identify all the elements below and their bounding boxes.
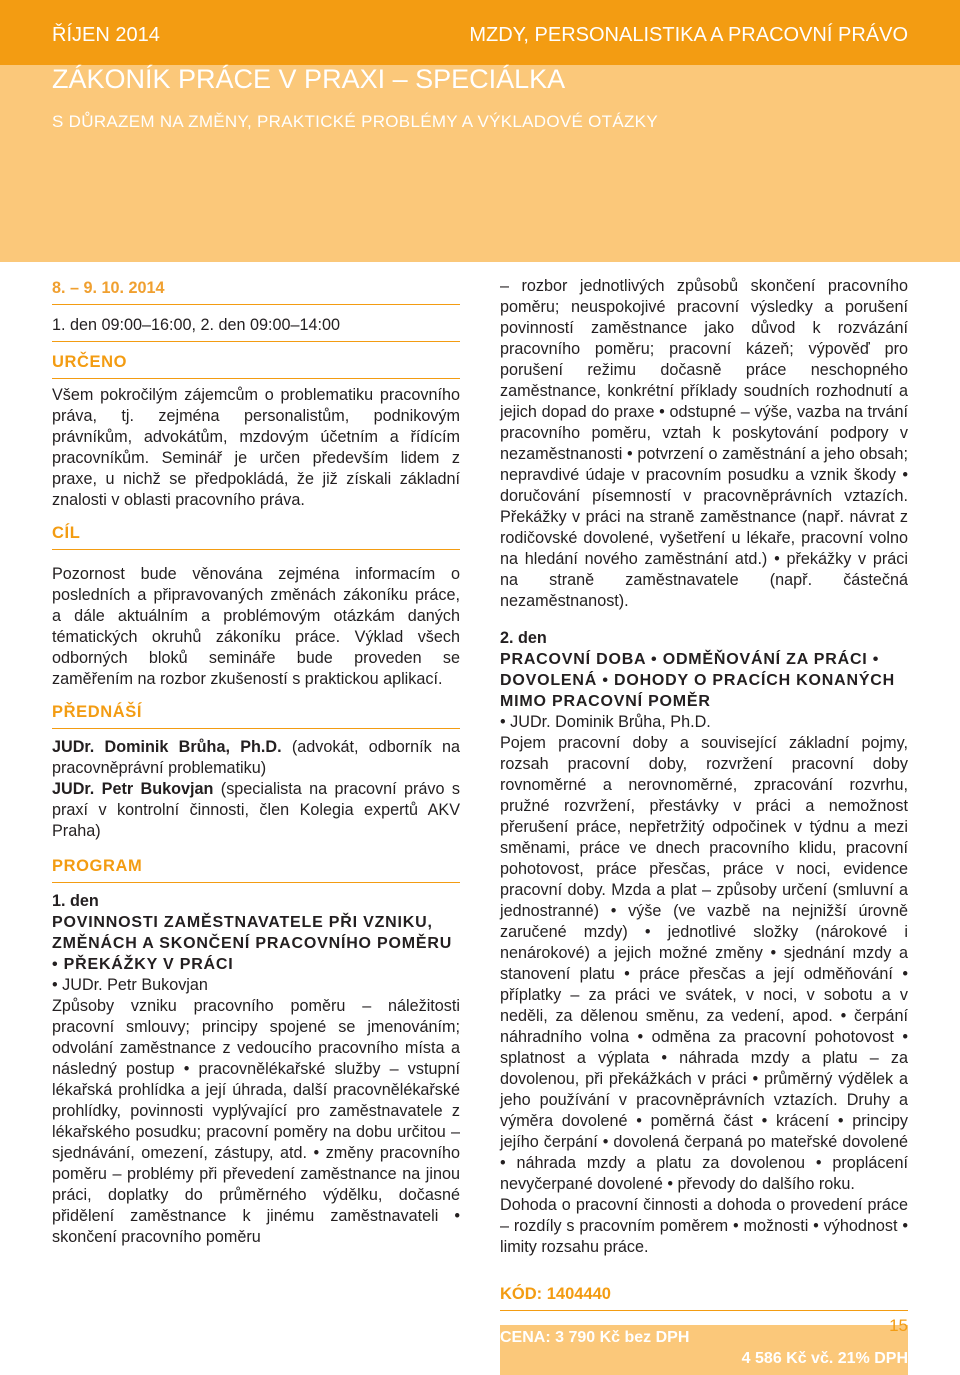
page-title: ZÁKONÍK PRÁCE V PRAXI – SPECIÁLKA xyxy=(52,64,566,94)
day-2-title: PRACOVNÍ DOBA • ODMĚŇOVÁNÍ ZA PRÁCI • DOVOLENÁ • DOHODY O PRACÍCH KONANÝCH MIMO PRACOVNÍ POMĚR xyxy=(500,651,896,710)
cil-text: Pozornost bude věnována zejména informacím o posledních a připravovaných změnách zákoníku práce, a dále aktuálním a problémovým otázkám daných tématických okruhů zákoníku práce. Výklad všech odborných bloků semináře bude proveden se zaměřením na rozbor zkušeností s praktickou aplikací. xyxy=(52,565,460,688)
lecturer-2 xyxy=(52,779,460,842)
day-1-text-continued: – rozbor jednotlivých způsobů skončení pracovního poměru; neuspokojivé pracovní výsledky a porušení povinností zaměstnance jako důvod k rozvázání pracovního poměru; pracovní kázeň; výpověď pro porušení režimu dočasně práce neschopného zaměstnance, konkrétní příklady soudních rozhodnutí a jejich dopad do praxe • odstupné – výše, vazba na trvání pracovního poměru, vztah k poskytování podpory v nezaměstnanosti • potvrzení o zaměstnání a jeho obsah; nepravdivé údaje v pracovním posudku a vznik škody • doručování písemností v pracovněprávních vztazích. Překážky v práci na straně zaměstnance (např. návrat z rodičovské dovolené, vyšetření u lékaře, pracovní volno na hledání nového zaměstnání atd.) • překážky v práci na straně zaměstnavatele (např. částečná nezaměstnanost). xyxy=(500,277,908,610)
price-with-vat: 4 586 Kč vč. 21% DPH xyxy=(741,1350,908,1367)
divider xyxy=(52,882,460,883)
day-2-label: 2. den xyxy=(500,629,547,647)
issue-month: ŘÍJEN 2014 xyxy=(52,24,160,46)
day-1-lecturer: • JUDr. Petr Bukovjan xyxy=(52,976,208,994)
divider xyxy=(52,378,460,379)
seminar-date: 8. – 9. 10. 2014 xyxy=(52,279,165,297)
price-without-vat: CENA: 3 790 Kč bez DPH xyxy=(500,1329,690,1346)
heading-cil: CÍL xyxy=(52,524,81,542)
right-column xyxy=(500,276,908,1375)
lecturer-1-name: JUDr. Dominik Brůha, Ph.D. xyxy=(52,738,282,756)
day-1-label: 1. den xyxy=(52,892,99,910)
divider xyxy=(52,549,460,550)
urceno-text: Všem pokročilým zájemcům o problematiku pracovního práva, tj. zejména personalistům, podnikovým právníkům, advokátům, mzdovým účetním a řídícím pracovníkům. Seminář je určen především lidem z praxe, u nichž se předpokládá, že již získali základní znalosti v oblasti pracovního práva. xyxy=(52,386,460,509)
day-1-title: POVINNOSTI ZAMĚSTNAVATELE PŘI VZNIKU, ZMĚNÁCH A SKONČENÍ PRACOVNÍHO POMĚRU • PŘEKÁŽKY V PRÁCI xyxy=(52,914,453,973)
lecturer-2-name: JUDr. Petr Bukovjan xyxy=(52,780,214,798)
left-column xyxy=(52,278,460,1248)
divider xyxy=(52,304,460,305)
day-2-lecturer: • JUDr. Dominik Brůha, Ph.D. xyxy=(500,713,711,731)
day-1-text: Způsoby vzniku pracovního poměru – náležitosti pracovní smlouvy; principy spojené se jmenováním; odvolání zaměstnance z vedoucího pracovního místa a následný postup • pracovnělékařské služby – vstupní lékařská prohlídka a její úhrada, další pracovnělékařské prohlídky, povinnosti vyplývající pro zaměstnavatele z lékařského posudku; pracovní poměry na dobu určitou – sjednávání, omezení, zástupy, atd. • změny pracovního poměru – problémy při převedení zaměstnance na jinou práci, doplatky do průměrného výdělku, dočasné přidělení zaměstnance k jinému zaměstnavateli • skončení pracovního poměru xyxy=(52,997,460,1246)
page-number: 15 xyxy=(889,1316,908,1335)
page-subtitle: S DŮRAZEM NA ZMĚNY, PRAKTICKÉ PROBLÉMY A VÝKLADOVÉ OTÁZKY xyxy=(52,112,658,131)
lecturer-1 xyxy=(52,737,460,779)
section-name: MZDY, PERSONALISTIKA A PRACOVNÍ PRÁVO xyxy=(469,24,908,46)
heading-program: PROGRAM xyxy=(52,857,143,875)
heading-urceno: URČENO xyxy=(52,353,128,371)
lecturer-2-desc: (specialista na pracovní právo s praxí v kontrolní činnosti, člen Kolegia expertů AKV Praha) xyxy=(52,780,460,840)
heading-prednasi: PŘEDNÁŠÍ xyxy=(52,703,143,721)
price-box xyxy=(500,1325,908,1375)
lecturer-1-desc: (advokát, odborník na pracovněprávní problematiku) xyxy=(52,738,460,777)
day-2-text-dohody: Dohoda o pracovní činnosti a dohoda o provedení práce – rozdíly s pracovním poměrem • možnosti • výhodnost • limity rozsahu práce. xyxy=(500,1196,908,1256)
day-2-text: Pojem pracovní doby a související základní pojmy, rozsah pracovní doby, rozvržení pracovní doby rovnoměrné a nerovnoměrné, zpracování rozvrhu, pružné rozvržení, přestávky v práci a nemožnost přerušení práce, nepřetržitý odpočinek v týdnu a mezi směnami, práce ve dnech pracovního klidu, pracovní pohotovost, práce přesčas, práce v noci, evidence pracovní doby. Mzda a plat – způsoby určení (smluvní a jednostranné) • výše (ve vazbě na nejnižší úrovně zaručené mzdy) • jednotlivé složky (nárokové i nenárokové) a jejich možné změny • sjednání mzdy a stanovení platu • práce přesčas a její odměňování • příplatky – za práci ve svátek, v noci, v sobotu a v neděli, za dělenou směnu, za vedení, apod. • čerpání náhradního volna • odměna za pracovní pohotovost • splatnost a výplata • náhrada mzdy a platu – za dovolenou, při překážkách v práci • průměrný výdělek a jeho používání v pracovněprávních vztazích. Druhy a výměra dovolené • poměrná část • krácení • principy jejího čerpání • dovolená čerpaná po mateřské dovolené • náhrada mzdy a platu za dovolenou • proplácení nevyčerpané dovolené • převody do dalšího roku. xyxy=(500,734,908,1193)
divider xyxy=(52,728,460,729)
divider xyxy=(52,341,460,342)
course-code: KÓD: 1404440 xyxy=(500,1285,611,1303)
divider xyxy=(500,1310,908,1311)
seminar-times: 1. den 09:00–16:00, 2. den 09:00–14:00 xyxy=(52,316,341,334)
